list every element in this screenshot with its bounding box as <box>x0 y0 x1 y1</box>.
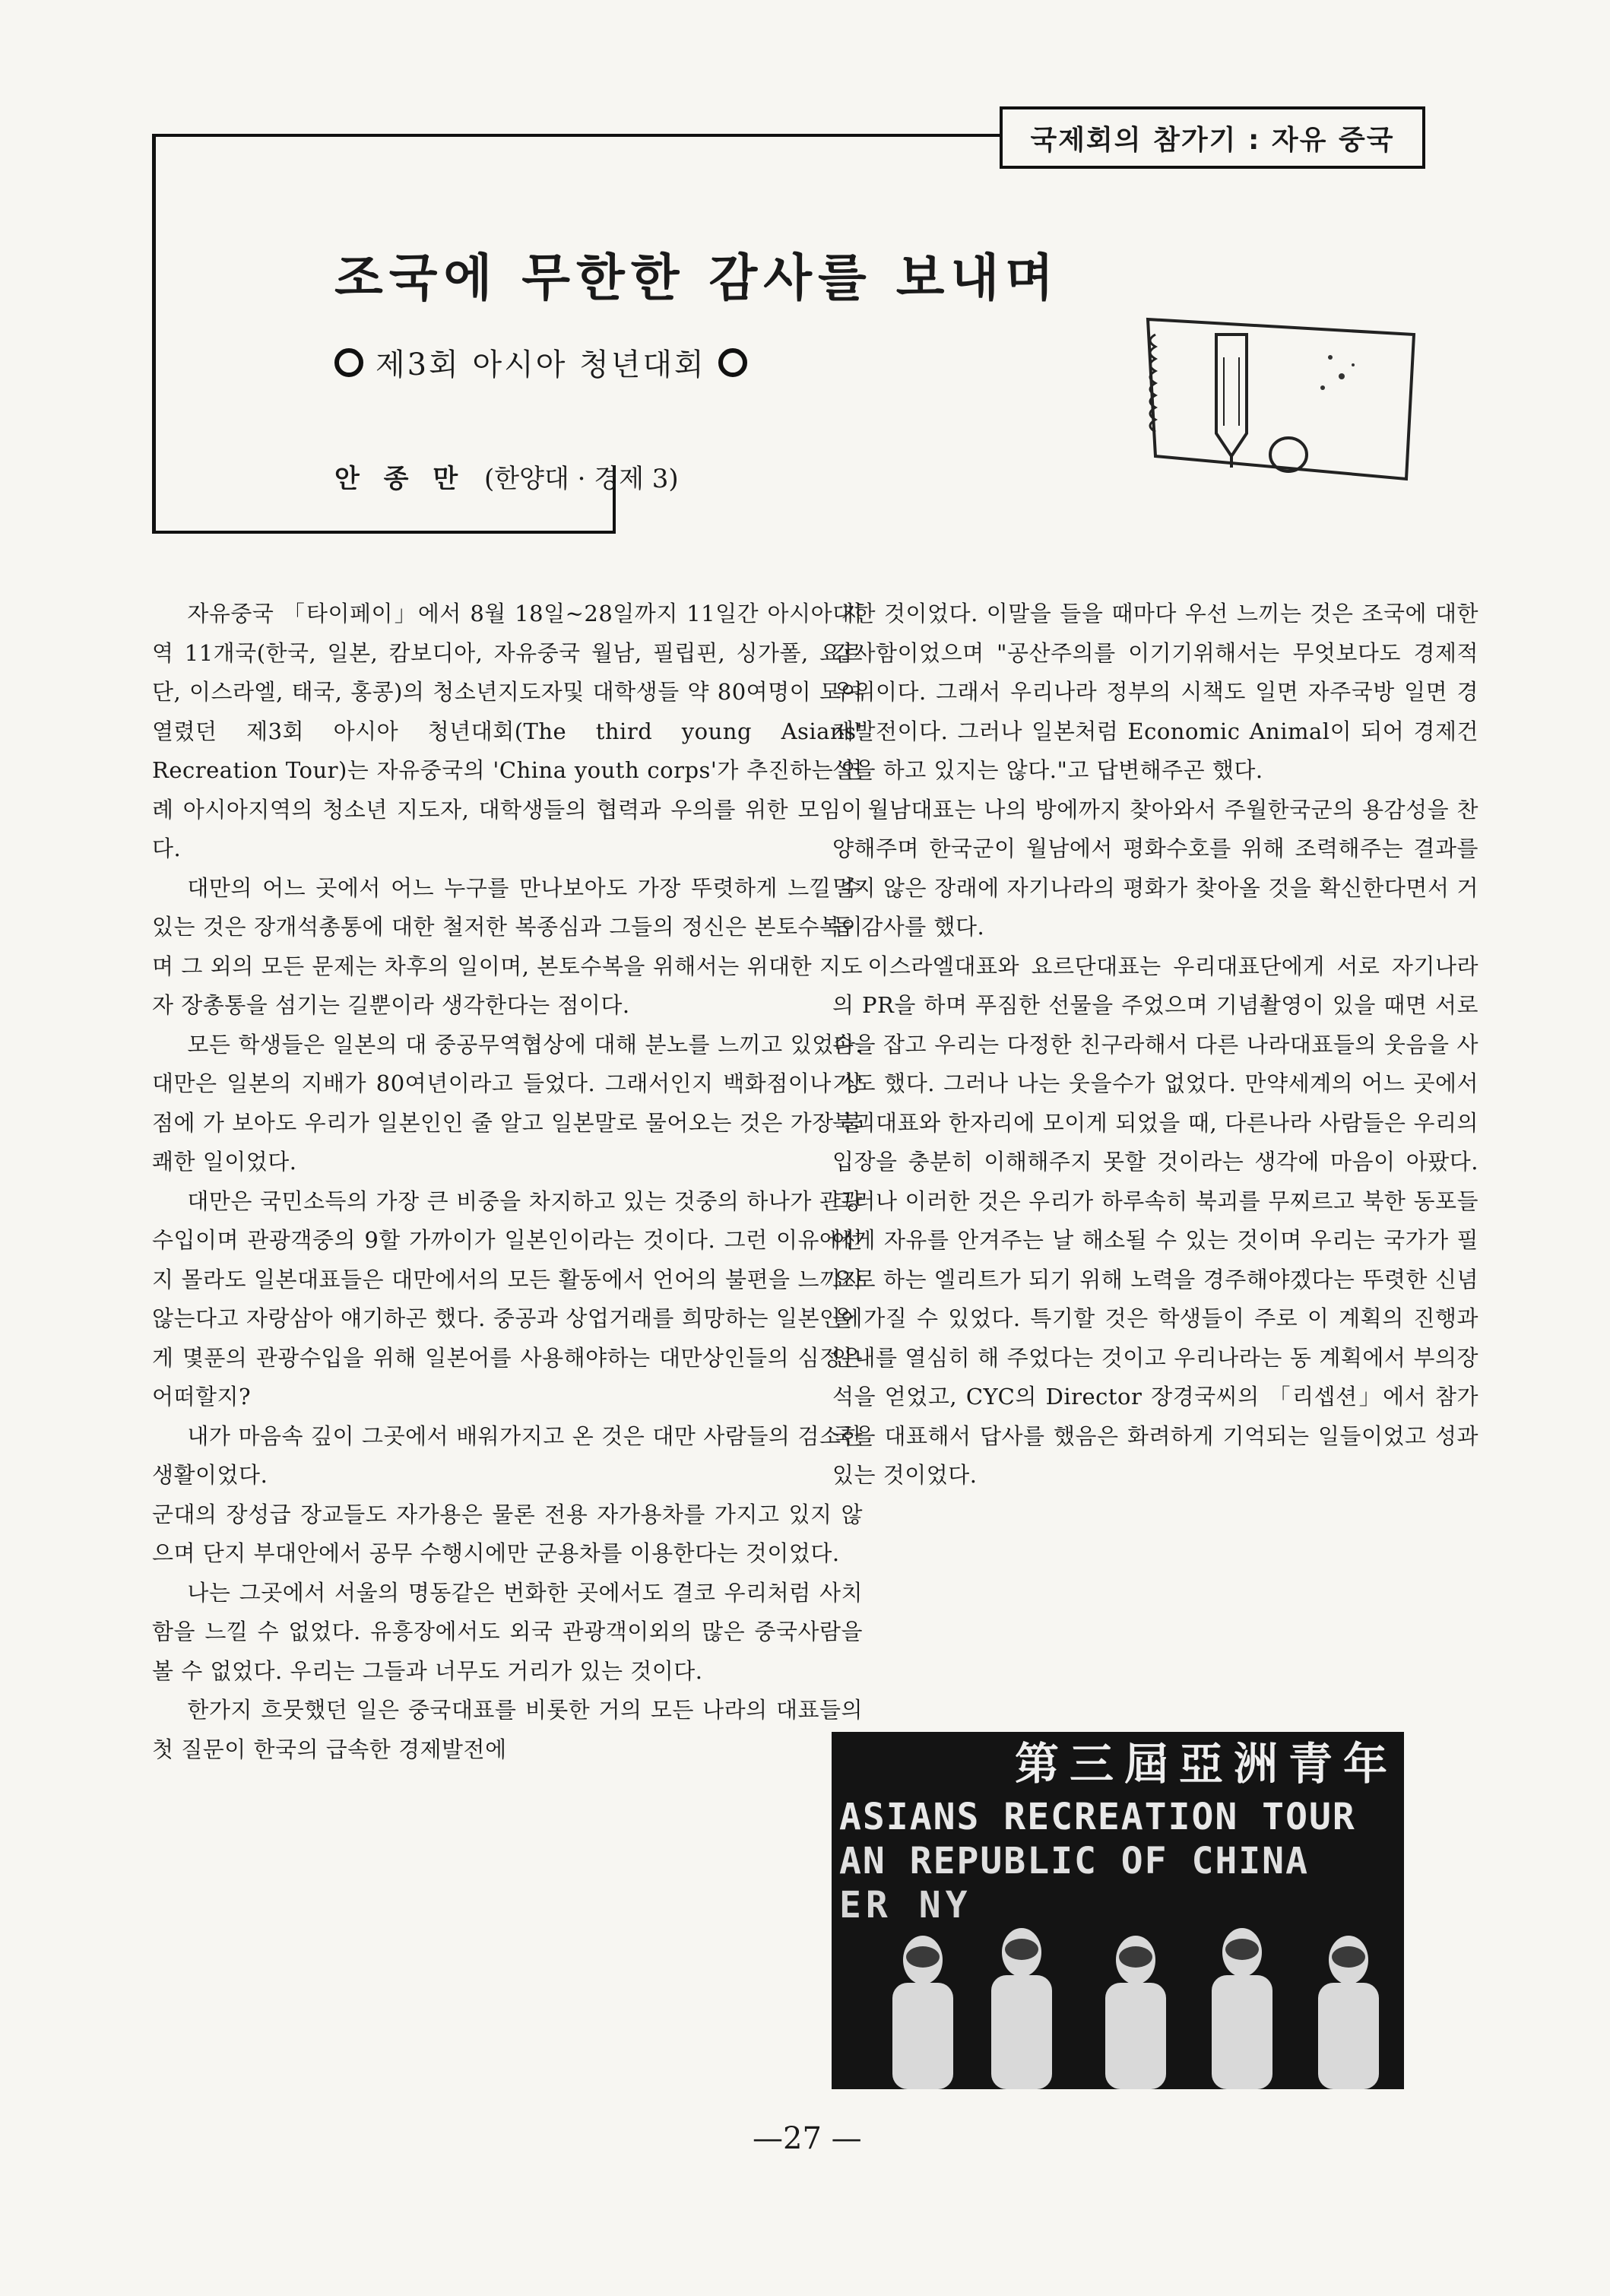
paragraph: 이스라엘대표와 요르단대표는 우리대표단에게 서로 자기나라의 PR을 하며 푸짐한 선물을 주었으며 기념촬영이 있을 때면 서로 손을 잡고 우리는 다정한 친구라해서 다른 나라대표들의 웃음을 사기도 했다. 그러나 나는 웃을수가 없었다. 만약세계의 어느 곳에서 북괴대표와 한자리에 모이게 되었을 때, 다른나라 사람들은 우리의 입장을 충분히 이해해주지 못할 것이라는 생각에 마음이 아팠다. 그러나 이러한 것은 우리가 하루속히 북괴를 무찌르고 북한 동포들에게 자유를 안겨주는 날 해소될 수 있는 것이며 우리는 국가가 필요로 하는 엘리트가 되기 위해 노력을 경주해야겠다는 뚜렷한 신념을 가질 수 있었다. 특기할 것은 학생들이 주로 이 계획의 진행과 안내를 열심히 해 주었다는 것이고 우리나라는 동 계획에서 부의장석을 얻었고, CYC의 Director 장경국씨의 「리셉션」에서 참가국을 대표해서 답사를 했음은 화려하게 기억되는 일들이었고 성과있는 것이었다. <box>832 953 1478 1488</box>
paragraph: 군대의 장성급 장교들도 자가용은 물론 전용 자가용차를 가지고 있지 않으며 단지 부대안에서 공무 수행시에만 군용차를 이용한다는 것이었다. <box>152 1501 863 1566</box>
paragraph: 대만은 국민소득의 가장 큰 비중을 차지하고 있는 것중의 하나가 관광수입이며 관광객중의 9할 가까이가 일본인이라는 것이다. 그런 이유에선지 몰라도 일본대표들은 대만에서의 모든 활동에서 언어의 불편을 느끼지 않는다고 자랑삼아 얘기하곤 했다. 중공과 상업거래를 희망하는 일본인에게 몇푼의 관광수입을 위해 일본어를 사용해야하는 대만상인들의 심정은 어떠할지? <box>152 1188 863 1410</box>
article-subtitle <box>334 341 747 384</box>
circle-bullet-icon <box>334 348 363 377</box>
page-number: —27 — <box>753 2121 862 2156</box>
paragraph: 월남대표는 나의 방에까지 찾아와서 주월한국군의 용감성을 찬양해주며 한국군이 월남에서 평화수호를 위해 조력해주는 결과를 멀지 않은 장래에 자기나라의 평화가 찾아올 것을 확신한다면서 거듭 감사를 했다. <box>832 796 1478 940</box>
paragraph: 대한 것이었다. 이말을 들을 때마다 우선 느끼는 것은 조국에 대한 감사함이었으며 "공산주의를 이기기위해서는 무엇보다도 경제적 우위이다. 그래서 우리나라 정부의 시책도 일면 자주국방 일면 경제발전이다. 그러나 일본처럼 Economic Animal이 되어 경제건설을 하고 있지는 않다."고 답변해주곤 했다. <box>832 601 1478 783</box>
photo-banner-line1: ASIANS RECREATION TOUR <box>839 1796 1356 1838</box>
section-tag: 국제회의 참가기 : 자유 중국 <box>1000 106 1425 169</box>
author-byline <box>334 458 679 495</box>
article-title: 조국에 무한한 감사를 보내며 <box>334 248 1060 307</box>
body-column-right <box>832 595 1478 1495</box>
event-photo <box>832 1732 1404 2089</box>
circle-bullet-icon <box>718 348 747 377</box>
photo-banner-line3: ER NY <box>839 1884 972 1927</box>
paragraph: 나는 그곳에서 서울의 명동같은 번화한 곳에서도 결코 우리처럼 사치함을 느낄 수 없었다. 유흥장에서도 외국 관광객이외의 많은 중국사람을 볼 수 없었다. 우리는 그들과 너무도 거리가 있는 것이다. <box>152 1579 863 1684</box>
header-frame-left-rule <box>152 134 156 533</box>
author-affiliation: (한양대 · 경제 3) <box>484 464 679 494</box>
paragraph: 한가지 흐뭇했던 일은 중국대표를 비롯한 거의 모든 나라의 대표들의 첫 질문이 한국의 급속한 경제발전에 <box>152 1697 863 1762</box>
author-name: 안 종 만 <box>334 464 466 494</box>
body-column-left <box>152 595 863 1769</box>
photo-banner-chinese: 第三屆亞洲青年 <box>1014 1738 1398 1790</box>
header-frame-top-rule <box>152 134 1000 137</box>
paragraph: 대만의 어느 곳에서 어느 누구를 만나보아도 가장 뚜렷하게 느낄 수 있는 것은 장개석총통에 대한 철저한 복종심과 그들의 정신은 본토수복이며 그 외의 모든 문제는 차후의 일이며, 본토수복을 위해서는 위대한 지도자 장총통을 섬기는 길뿐이라 생각한다는 점이다. <box>152 874 863 1018</box>
subtitle-text: 제3회 아시아 청년대회 <box>376 347 706 382</box>
notepad-pen-illustration <box>1133 304 1429 502</box>
paragraph: 내가 마음속 깊이 그곳에서 배워가지고 온 것은 대만 사람들의 검소한 생활이었다. <box>152 1422 863 1488</box>
paragraph: 자유중국 「타이페이」에서 8월 18일~28일까지 11일간 아시아 지역 11개국(한국, 일본, 캄보디아, 자유중국 월남, 필립핀, 싱가폴, 요르단, 이스라엘, 태국, 홍콩)의 청소년지도자및 대학생들 약 80여명이 모여 열렸던 제3회 아시아 청년대회(The third young Asians' Recreation Tour)는 자유중국의 'China youth corps'가 추진하는 연례 아시아지역의 청소년 지도자, 대학생들의 협력과 우의를 위한 모임이다. <box>152 601 863 861</box>
paragraph: 모든 학생들은 일본의 대 중공무역협상에 대해 분노를 느끼고 있었다. 대만은 일본의 지배가 80여년이라고 들었다. 그래서인지 백화점이나 상점에 가 보아도 우리가 일본인인 줄 알고 일본말로 물어오는 것은 가장 불쾌한 일이었다. <box>152 1031 863 1175</box>
photo-banner-line2: AN REPUBLIC OF CHINA <box>839 1840 1309 1882</box>
header-frame-bottom-rule <box>152 531 616 534</box>
